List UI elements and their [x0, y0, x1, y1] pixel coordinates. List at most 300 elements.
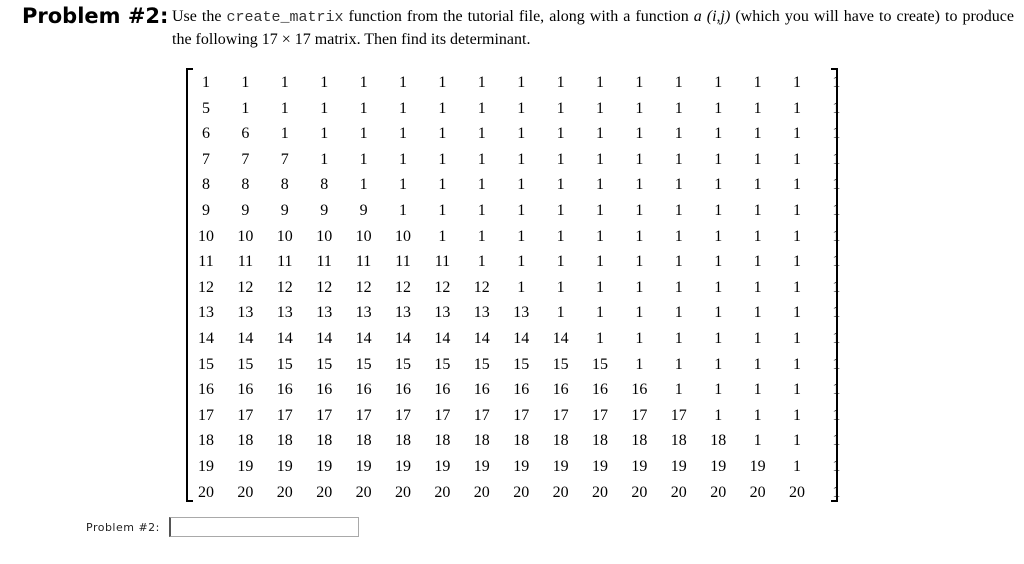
matrix-cell: 1 [674, 330, 683, 347]
matrix-cell: 18 [552, 432, 569, 450]
matrix-cell: 1 [438, 125, 447, 143]
matrix-cell: 1 [359, 99, 368, 117]
matrix-cell: 1 [832, 202, 841, 219]
matrix-cell: 19 [434, 458, 451, 475]
matrix-cell: 20 [789, 483, 805, 501]
matrix-cell: 20 [749, 483, 766, 501]
matrix-cell: 1 [320, 99, 329, 117]
matrix-cell: 1 [793, 125, 801, 143]
answer-label: Problem #2: [86, 521, 160, 534]
matrix-cell: 1 [674, 227, 683, 245]
matrix-cell: 1 [714, 406, 723, 424]
matrix-cell: 1 [241, 99, 250, 117]
matrix-cell: 1 [517, 278, 526, 296]
matrix-cell: 1 [477, 125, 486, 143]
matrix-cell: 6 [202, 125, 210, 143]
matrix-cell: 18 [237, 432, 254, 450]
matrix-cell: 1 [832, 381, 841, 399]
matrix-cell: 15 [592, 355, 608, 373]
matrix-cell: 15 [473, 355, 490, 373]
matrix-cell: 1 [280, 125, 289, 143]
matrix-cell: 1 [477, 253, 486, 271]
matrix-cell: 1 [674, 176, 683, 194]
matrix-cell: 1 [596, 304, 604, 322]
matrix-cell: 1 [832, 278, 841, 296]
matrix-cell: 12 [276, 278, 293, 296]
matrix-cell: 1 [832, 432, 841, 450]
matrix-cell: 1 [674, 253, 683, 271]
matrix-cell: 1 [714, 253, 723, 271]
matrix-row [186, 249, 841, 275]
matrix-cell: 17 [552, 406, 569, 424]
matrix-cell: 5 [202, 99, 210, 117]
matrix-cell: 16 [237, 381, 254, 399]
matrix-cell: 19 [749, 458, 766, 475]
matrix-cell: 16 [513, 381, 530, 399]
matrix-cell: 1 [596, 74, 604, 91]
matrix-cell: 1 [517, 253, 526, 271]
matrix-cell: 17 [592, 406, 608, 424]
matrix-cell: 1 [832, 458, 841, 475]
matrix-cell: 1 [202, 74, 210, 91]
matrix-cell: 14 [473, 330, 490, 347]
matrix-cell: 1 [399, 74, 407, 91]
matrix-cell: 1 [477, 74, 486, 91]
matrix-cell: 1 [596, 176, 604, 194]
matrix-cell: 9 [241, 202, 250, 219]
matrix-cell: 19 [473, 458, 490, 475]
matrix-cell: 20 [552, 483, 569, 501]
matrix-cell: 1 [793, 202, 801, 219]
matrix-cell: 8 [202, 176, 210, 194]
matrix-cell: 20 [631, 483, 648, 501]
matrix-cell: 19 [316, 458, 333, 475]
matrix-cell: 20 [473, 483, 490, 501]
matrix-cell: 1 [359, 125, 368, 143]
matrix-cell: 16 [434, 381, 451, 399]
matrix-cell: 18 [198, 432, 214, 450]
matrix-cell: 1 [635, 125, 644, 143]
matrix-cell: 1 [556, 227, 565, 245]
matrix-cell: 1 [753, 355, 762, 373]
matrix-cell: 1 [674, 74, 683, 91]
matrix-row [186, 224, 841, 250]
matrix-cell: 1 [517, 74, 526, 91]
matrix-cell: 1 [832, 125, 841, 143]
matrix-cell: 10 [355, 227, 372, 245]
matrix-cell: 1 [753, 125, 762, 143]
matrix-row [186, 326, 841, 352]
matrix-cell: 1 [596, 125, 604, 143]
matrix-cell: 1 [674, 202, 683, 219]
matrix-cell: 16 [276, 381, 293, 399]
matrix-cell: 1 [832, 330, 841, 347]
matrix-cell: 1 [714, 176, 723, 194]
matrix-cell: 16 [198, 381, 214, 399]
matrix-cell: 1 [753, 74, 762, 91]
matrix-cell: 1 [635, 176, 644, 194]
matrix-cell: 15 [237, 355, 254, 373]
matrix-cell: 1 [399, 150, 407, 168]
matrix-cell: 15 [552, 355, 569, 373]
matrix-cell: 20 [237, 483, 254, 501]
matrix-cell: 9 [359, 202, 368, 219]
matrix-cell: 19 [355, 458, 372, 475]
matrix-cell: 20 [670, 483, 687, 501]
matrix-cell: 17 [198, 406, 214, 424]
matrix-cell: 1 [359, 176, 368, 194]
matrix-cell: 16 [395, 381, 411, 399]
matrix-cell: 1 [477, 202, 486, 219]
code-function-name: create_matrix [226, 9, 344, 26]
matrix-cell: 13 [198, 304, 214, 322]
matrix-cell: 13 [473, 304, 490, 322]
matrix-cell: 1 [556, 125, 565, 143]
matrix-cell: 18 [355, 432, 372, 450]
matrix-row [186, 480, 841, 506]
matrix-cell: 1 [793, 330, 801, 347]
matrix-cell: 1 [477, 99, 486, 117]
matrix-cell: 1 [832, 150, 841, 168]
matrix-cell: 17 [355, 406, 372, 424]
matrix-cell: 14 [355, 330, 372, 347]
matrix-cell: 1 [556, 99, 565, 117]
matrix-cell: 16 [552, 381, 569, 399]
matrix-cell: 1 [635, 150, 644, 168]
matrix-cell: 1 [280, 74, 289, 91]
matrix-cell: 1 [556, 176, 565, 194]
matrix [186, 64, 841, 506]
matrix-cell: 7 [280, 150, 289, 168]
problem-text-part: matrix. Then find its determinant. [310, 31, 531, 48]
matrix-row [186, 352, 841, 378]
matrix-cell: 1 [832, 227, 841, 245]
matrix-cell: 8 [320, 176, 329, 194]
matrix-cell: 1 [793, 304, 801, 322]
matrix-cell: 18 [592, 432, 608, 450]
problem-text-part: Use the [172, 8, 227, 25]
matrix-cell: 1 [635, 99, 644, 117]
matrix-cell: 14 [513, 330, 530, 347]
matrix-cell: 1 [399, 202, 407, 219]
matrix-row [186, 96, 841, 122]
matrix-cell: 16 [592, 381, 608, 399]
matrix-cell: 10 [198, 227, 214, 245]
matrix-cell: 7 [241, 150, 250, 168]
matrix-cell: 1 [477, 176, 486, 194]
matrix-cell: 10 [395, 227, 411, 245]
matrix-cell: 1 [714, 304, 723, 322]
matrix-cell: 1 [635, 74, 644, 91]
matrix-cell: 14 [395, 330, 411, 347]
matrix-cell: 1 [832, 74, 841, 91]
matrix-cell: 15 [276, 355, 293, 373]
matrix-cell: 12 [434, 278, 451, 296]
matrix-cell: 1 [832, 99, 841, 117]
matrix-cell: 19 [513, 458, 530, 475]
matrix-cell: 1 [753, 227, 762, 245]
matrix-cell: 19 [631, 458, 648, 475]
matrix-cell: 8 [280, 176, 289, 194]
matrix-row [186, 428, 841, 454]
matrix-cell: 18 [316, 432, 333, 450]
matrix-cell: 15 [355, 355, 372, 373]
matrix-cell: 13 [355, 304, 372, 322]
matrix-cell: 15 [316, 355, 333, 373]
matrix-cell: 16 [355, 381, 372, 399]
matrix-cell: 1 [714, 99, 723, 117]
matrix-cell: 1 [714, 330, 723, 347]
matrix-cell: 17 [276, 406, 293, 424]
problem-text-part: function from the tutorial file, along with a function [343, 8, 694, 25]
matrix-cell: 1 [753, 253, 762, 271]
matrix-cell: 1 [517, 150, 526, 168]
matrix-cell: 17 [316, 406, 333, 424]
matrix-cell: 1 [753, 278, 762, 296]
matrix-cell: 16 [316, 381, 333, 399]
matrix-cell: 17 [473, 406, 490, 424]
matrix-cell: 20 [395, 483, 411, 501]
matrix-cell: 1 [399, 176, 407, 194]
matrix-cell: 12 [473, 278, 490, 296]
matrix-cell: 1 [320, 74, 329, 91]
matrix-cell: 1 [596, 227, 604, 245]
matrix-cell: 1 [399, 99, 407, 117]
matrix-size: 17 × 17 [261, 31, 311, 48]
matrix-cell: 18 [276, 432, 293, 450]
matrix-cell: 16 [473, 381, 490, 399]
matrix-cell: 1 [674, 381, 683, 399]
matrix-cell: 20 [276, 483, 293, 501]
matrix-cell: 1 [793, 355, 801, 373]
matrix-cell: 1 [793, 406, 801, 424]
matrix-cell: 1 [753, 381, 762, 399]
matrix-cell: 1 [714, 227, 723, 245]
matrix-cell: 18 [473, 432, 490, 450]
matrix-cell: 1 [832, 304, 841, 322]
matrix-cell: 1 [556, 202, 565, 219]
matrix-cell: 14 [434, 330, 451, 347]
matrix-cell: 1 [556, 278, 565, 296]
matrix-cell: 1 [793, 150, 801, 168]
matrix-cell: 18 [434, 432, 451, 450]
matrix-cell: 11 [277, 253, 293, 271]
matrix-cell: 19 [395, 458, 411, 475]
matrix-cell: 1 [674, 304, 683, 322]
matrix-cell: 1 [438, 150, 447, 168]
matrix-cell: 1 [753, 202, 762, 219]
matrix-cell: 1 [832, 483, 841, 501]
matrix-cell: 12 [395, 278, 411, 296]
matrix-cell: 18 [631, 432, 648, 450]
math-function-args: (i,j) [701, 8, 731, 25]
matrix-cell: 1 [635, 355, 644, 373]
matrix-cell: 1 [674, 355, 683, 373]
matrix-cell: 1 [793, 253, 801, 271]
matrix-row [186, 403, 841, 429]
matrix-cell: 18 [395, 432, 411, 450]
matrix-cell: 1 [753, 330, 762, 347]
problem-heading: Problem #2: [22, 4, 169, 28]
matrix-cell: 7 [202, 150, 210, 168]
matrix-cell: 1 [280, 99, 289, 117]
matrix-cell: 20 [434, 483, 451, 501]
matrix-cell: 1 [477, 227, 486, 245]
matrix-cell: 11 [434, 253, 451, 271]
matrix-cell: 1 [517, 227, 526, 245]
matrix-cell: 9 [280, 202, 289, 219]
problem-text-part: (which you will have to create) to produce the following [172, 8, 1015, 48]
matrix-cell: 1 [635, 304, 644, 322]
matrix-cell: 1 [596, 150, 604, 168]
matrix-cell: 1 [517, 99, 526, 117]
matrix-cell: 16 [631, 381, 648, 399]
matrix-cell: 19 [237, 458, 254, 475]
matrix-cell: 1 [635, 227, 644, 245]
matrix-cell: 15 [434, 355, 451, 373]
matrix-cell: 1 [714, 150, 723, 168]
matrix-cell: 1 [517, 176, 526, 194]
matrix-cell: 17 [513, 406, 530, 424]
matrix-cell: 19 [198, 458, 214, 475]
matrix-cell: 1 [753, 304, 762, 322]
matrix-cell: 17 [434, 406, 451, 424]
matrix-row [186, 172, 841, 198]
matrix-cell: 1 [793, 278, 801, 296]
matrix-cell: 1 [556, 74, 565, 91]
matrix-cell: 10 [276, 227, 293, 245]
matrix-cell: 1 [596, 278, 604, 296]
matrix-cell: 1 [753, 176, 762, 194]
matrix-cell: 11 [237, 253, 254, 271]
matrix-cell: 1 [793, 176, 801, 194]
matrix-cell: 1 [674, 278, 683, 296]
matrix-cell: 1 [320, 125, 329, 143]
matrix-cell: 11 [198, 253, 214, 271]
matrix-cell: 10 [316, 227, 333, 245]
matrix-cell: 1 [438, 176, 447, 194]
matrix-cell: 1 [832, 176, 841, 194]
matrix-row [186, 454, 841, 480]
matrix-cell: 17 [237, 406, 254, 424]
matrix-cell: 1 [793, 432, 801, 450]
matrix-grid [186, 64, 841, 506]
matrix-cell: 15 [198, 355, 214, 373]
matrix-cell: 1 [359, 74, 368, 91]
answer-input[interactable] [169, 517, 359, 537]
matrix-cell: 13 [513, 304, 530, 322]
matrix-cell: 1 [596, 202, 604, 219]
matrix-cell: 1 [438, 202, 447, 219]
matrix-cell: 14 [276, 330, 293, 347]
matrix-cell: 12 [198, 278, 214, 296]
matrix-cell: 20 [355, 483, 372, 501]
matrix-cell: 1 [438, 74, 447, 91]
matrix-cell: 1 [832, 406, 841, 424]
matrix-cell: 12 [237, 278, 254, 296]
math-function-name: a [693, 8, 702, 25]
matrix-cell: 1 [635, 330, 644, 347]
matrix-cell: 1 [753, 99, 762, 117]
matrix-cell: 8 [241, 176, 250, 194]
matrix-cell: 1 [714, 355, 723, 373]
matrix-cell: 1 [359, 150, 368, 168]
matrix-cell: 1 [556, 253, 565, 271]
matrix-cell: 18 [710, 432, 727, 450]
matrix-cell: 1 [674, 150, 683, 168]
matrix-cell: 11 [316, 253, 332, 271]
matrix-cell: 12 [316, 278, 333, 296]
matrix-cell: 1 [596, 99, 604, 117]
matrix-cell: 19 [710, 458, 727, 475]
matrix-cell: 1 [635, 202, 644, 219]
matrix-cell: 1 [320, 150, 329, 168]
matrix-cell: 13 [434, 304, 451, 322]
matrix-cell: 1 [753, 406, 762, 424]
matrix-cell: 1 [714, 74, 723, 91]
matrix-cell: 1 [793, 381, 801, 399]
matrix-cell: 1 [517, 125, 526, 143]
matrix-cell: 14 [198, 330, 214, 347]
matrix-cell: 1 [241, 74, 250, 91]
matrix-cell: 1 [635, 253, 644, 271]
matrix-cell: 1 [399, 125, 407, 143]
matrix-cell: 19 [276, 458, 293, 475]
matrix-cell: 17 [395, 406, 411, 424]
matrix-cell: 1 [714, 125, 723, 143]
matrix-cell: 20 [198, 483, 214, 501]
matrix-cell: 19 [592, 458, 608, 475]
matrix-row [186, 377, 841, 403]
matrix-cell: 1 [714, 202, 723, 219]
matrix-cell: 1 [517, 202, 526, 219]
matrix-cell: 1 [556, 150, 565, 168]
matrix-cell: 15 [395, 355, 411, 373]
problem-text [172, 6, 1014, 51]
matrix-cell: 1 [714, 381, 723, 399]
matrix-cell: 13 [237, 304, 254, 322]
matrix-row [186, 300, 841, 326]
matrix-cell: 19 [552, 458, 569, 475]
matrix-row [186, 275, 841, 301]
matrix-cell: 10 [237, 227, 254, 245]
matrix-cell: 13 [316, 304, 333, 322]
matrix-cell: 14 [552, 330, 569, 347]
matrix-cell: 13 [395, 304, 411, 322]
matrix-cell: 20 [592, 483, 608, 501]
matrix-cell: 1 [832, 355, 841, 373]
matrix-cell: 11 [355, 253, 372, 271]
matrix-row [186, 147, 841, 173]
matrix-cell: 17 [631, 406, 648, 424]
matrix-cell: 1 [596, 253, 604, 271]
matrix-cell: 1 [674, 125, 683, 143]
matrix-cell: 1 [674, 99, 683, 117]
matrix-cell: 17 [670, 406, 687, 424]
matrix-cell: 20 [710, 483, 727, 501]
matrix-cell: 1 [596, 330, 604, 347]
matrix-cell: 1 [793, 74, 801, 91]
matrix-cell: 9 [202, 202, 210, 219]
matrix-cell: 1 [477, 150, 486, 168]
matrix-cell: 14 [237, 330, 254, 347]
matrix-cell: 18 [513, 432, 530, 450]
matrix-cell: 18 [670, 432, 687, 450]
matrix-cell: 15 [513, 355, 530, 373]
matrix-cell: 20 [316, 483, 333, 501]
matrix-cell: 1 [832, 253, 841, 271]
matrix-cell: 11 [395, 253, 411, 271]
